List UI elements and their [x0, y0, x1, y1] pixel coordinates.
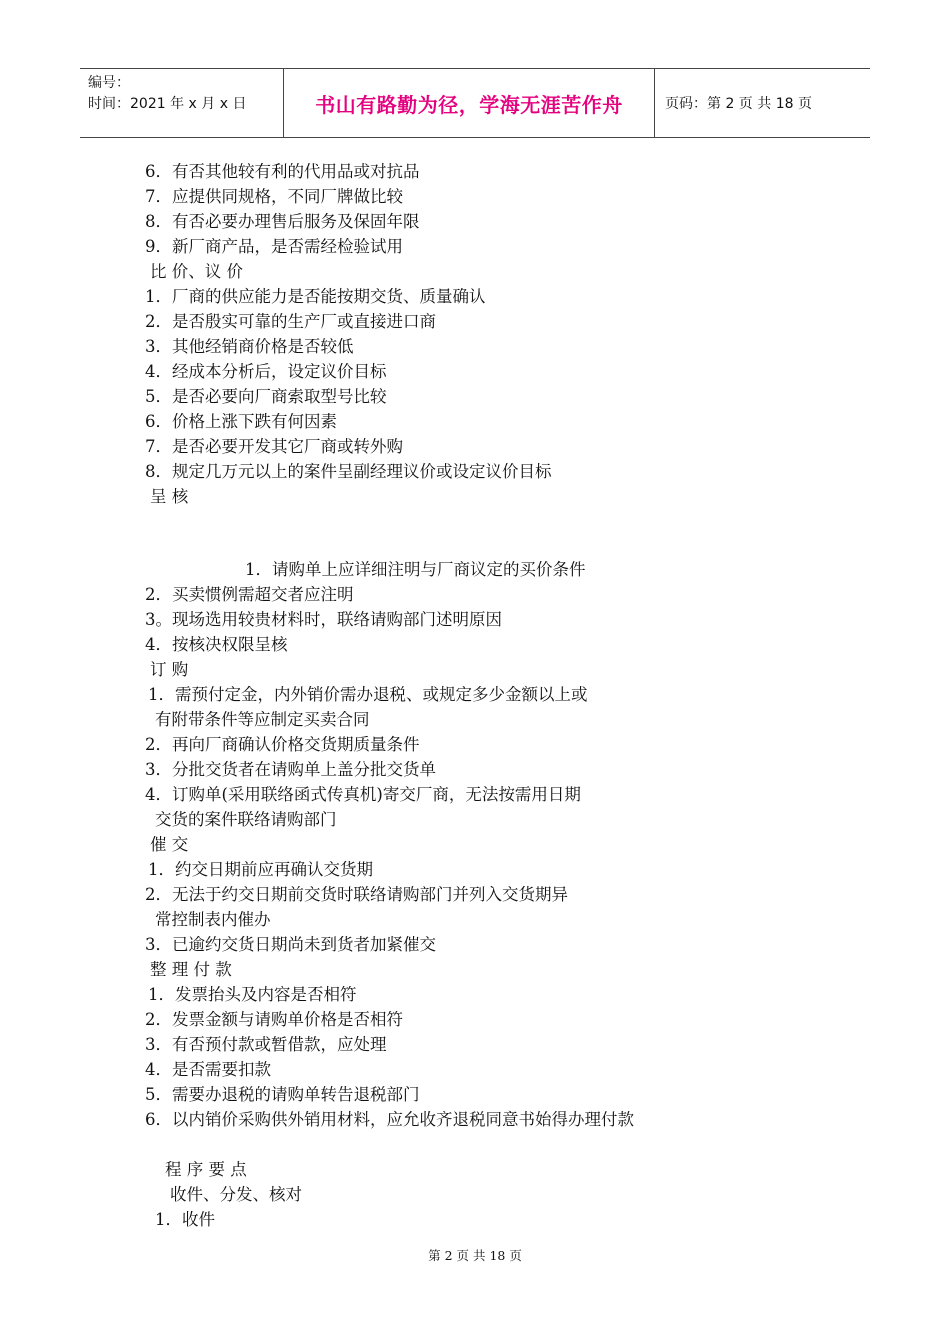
body-line: 2．是否殷实可靠的生产厂或直接进口商 — [145, 312, 436, 331]
body-line: 3。现场选用较贵材料时，联络请购部门述明原因 — [145, 610, 502, 629]
body-line: 7．应提供同规格，不同厂牌做比较 — [145, 187, 403, 206]
body-line: 有附带条件等应制定买卖合同 — [155, 710, 370, 729]
body-line: 程 序 要 点 — [165, 1160, 247, 1179]
header-info — [80, 69, 283, 137]
body-line: 8．有否必要办理售后服务及保固年限 — [145, 212, 420, 231]
date-label: 时间：2021 年 x 月 x 日 — [88, 96, 247, 112]
body-line: 收件、分发、核对 — [170, 1185, 302, 1204]
body-line: 6．以内销价采购供外销用材料，应允收齐退税同意书始得办理付款 — [145, 1110, 634, 1129]
body-line: 6．价格上涨下跌有何因素 — [145, 412, 337, 431]
body-line: 1．发票抬头及内容是否相符 — [148, 985, 357, 1004]
body-line: 8．规定几万元以上的案件呈副经理议价或设定议价目标 — [145, 462, 552, 481]
body-line: 4．订购单(采用联络函式传真机)寄交厂商，无法按需用日期 — [145, 785, 581, 804]
body-line: 5．需要办退税的请购单转告退税部门 — [145, 1085, 420, 1104]
body-line: 比 价、议 价 — [150, 262, 243, 281]
serial-label: 编号： — [88, 75, 130, 91]
header-motto-cell — [283, 69, 655, 137]
body-line: 呈 核 — [150, 487, 189, 506]
page-header — [80, 68, 870, 138]
body-line: 4．是否需要扣款 — [145, 1060, 271, 1079]
body-line: 整 理 付 款 — [150, 960, 232, 979]
body-line: 7．是否必要开发其它厂商或转外购 — [145, 437, 403, 456]
motto-text: 书山有路勤为径，学海无涯苦作舟 — [315, 92, 623, 117]
header-page-cell — [655, 69, 870, 137]
body-line: 6．有否其他较有利的代用品或对抗品 — [145, 162, 420, 181]
body-line: 5．是否必要向厂商索取型号比较 — [145, 387, 387, 406]
body-line: 2．再向厂商确认价格交货期质量条件 — [145, 735, 420, 754]
body-line: 3．已逾约交货日期尚未到货者加紧催交 — [145, 935, 436, 954]
body-line: 2．无法于约交日期前交货时联络请购部门并列入交货期异 — [145, 885, 568, 904]
body-line: 3．分批交货者在请购单上盖分批交货单 — [145, 760, 436, 779]
body-line: 交货的案件联络请购部门 — [155, 810, 337, 829]
body-line: 订 购 — [150, 660, 189, 679]
body-line: 1．需预付定金，内外销价需办退税、或规定多少金额以上或 — [148, 685, 588, 704]
body-line: 4．经成本分析后，设定议价目标 — [145, 362, 387, 381]
body-line: 常控制表内催办 — [155, 910, 271, 929]
page-footer: 第 2 页 共 18 页 — [428, 1248, 522, 1263]
body-line: 3．有否预付款或暂借款，应处理 — [145, 1035, 387, 1054]
body-line: 1．约交日期前应再确认交货期 — [148, 860, 373, 879]
page-info: 页码：第 2 页 共 18 页 — [665, 96, 812, 112]
body-line: 2．发票金额与请购单价格是否相符 — [145, 1010, 403, 1029]
body-line: 2．买卖惯例需超交者应注明 — [145, 585, 354, 604]
body-line: 3．其他经销商价格是否较低 — [145, 337, 354, 356]
body-line: 4．按核决权限呈核 — [145, 635, 288, 654]
body-line: 1．收件 — [155, 1210, 215, 1229]
body-line: 1．请购单上应详细注明与厂商议定的买价条件 — [245, 560, 586, 579]
body-line: 催 交 — [150, 835, 189, 854]
body-line: 9．新厂商产品，是否需经检验试用 — [145, 237, 403, 256]
body-line: 1．厂商的供应能力是否能按期交货、质量确认 — [145, 287, 486, 306]
